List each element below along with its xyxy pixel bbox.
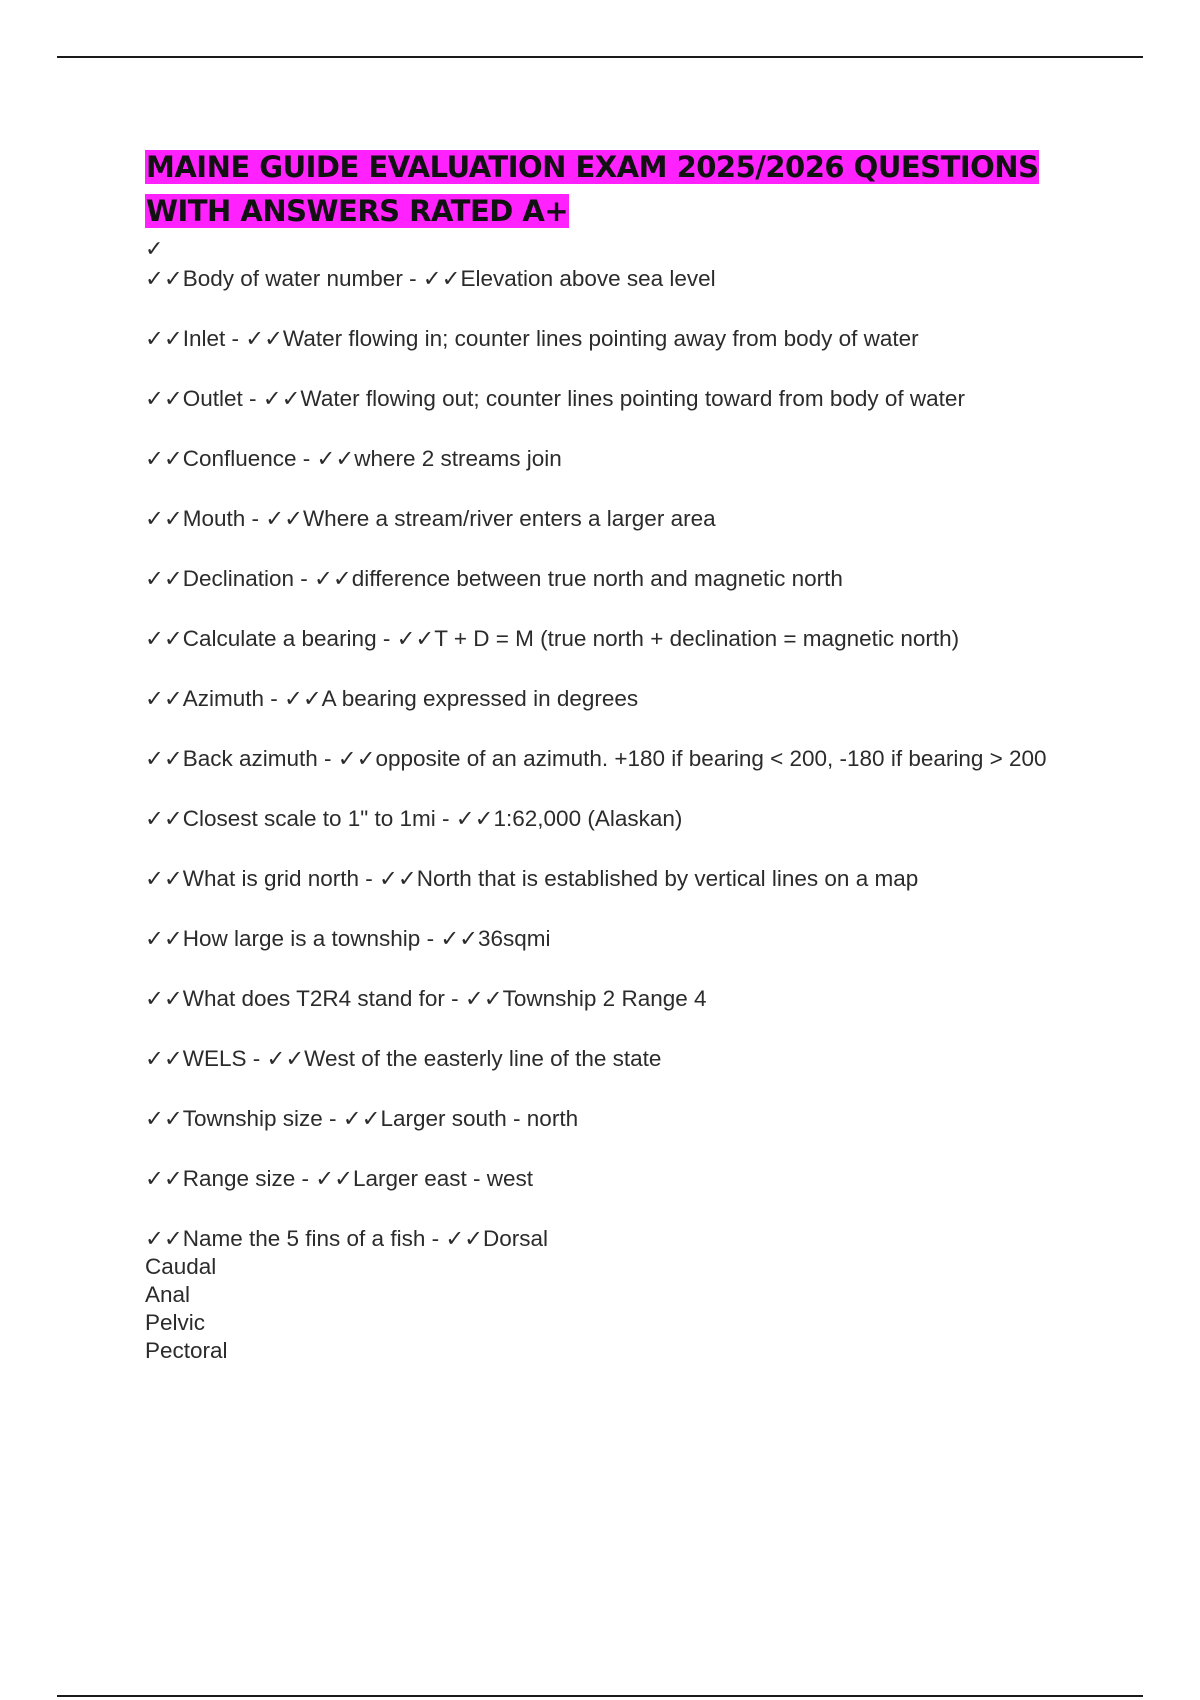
qa-item: ✓✓WELS - ✓✓West of the easterly line of the state xyxy=(145,1046,662,1071)
lead-check-mark: ✓ xyxy=(145,236,164,261)
qa-item: ✓✓Inlet - ✓✓Water flowing in; counter lines pointing away from body of water xyxy=(145,326,919,351)
bottom-divider xyxy=(57,1695,1143,1697)
qa-item: ✓✓Declination - ✓✓difference between true north and magnetic north xyxy=(145,566,843,591)
qa-line: ✓✓Name the 5 fins of a fish - ✓✓Dorsal xyxy=(145,1226,549,1251)
qa-item: ✓✓How large is a township - ✓✓36sqmi xyxy=(145,926,551,951)
qa-item: ✓✓Calculate a bearing - ✓✓T + D = M (true north + declination = magnetic north) xyxy=(145,626,960,651)
qa-item: ✓✓Township size - ✓✓Larger south - north xyxy=(145,1106,579,1131)
qa-item: ✓✓What does T2R4 stand for - ✓✓Township 2 Range 4 xyxy=(145,986,707,1011)
qa-line: Caudal xyxy=(145,1254,217,1279)
qa-item: ✓✓Azimuth - ✓✓A bearing expressed in degrees xyxy=(145,686,639,711)
document-title-text: MAINE GUIDE EVALUATION EXAM 2025/2026 QUESTIONS WITH ANSWERS RATED A+ xyxy=(146,150,1039,228)
qa-line: Pelvic xyxy=(145,1310,206,1335)
qa-line: Pectoral xyxy=(145,1338,228,1363)
qa-line: Anal xyxy=(145,1282,191,1307)
document-body xyxy=(145,145,1075,1365)
qa-item: ✓✓Range size - ✓✓Larger east - west xyxy=(145,1166,534,1191)
qa-item: ✓✓Closest scale to 1" to 1mi - ✓✓1:62,000 (Alaskan) xyxy=(145,806,683,831)
qa-item: ✓✓Outlet - ✓✓Water flowing out; counter lines pointing toward from body of water xyxy=(145,386,965,411)
top-divider xyxy=(57,56,1143,58)
qa-item: ✓✓Confluence - ✓✓where 2 streams join xyxy=(145,446,562,471)
qa-item: ✓✓Back azimuth - ✓✓opposite of an azimuth. +180 if bearing < 200, -180 if bearing > 200 xyxy=(145,746,1047,771)
qa-item: ✓✓Mouth - ✓✓Where a stream/river enters a larger area xyxy=(145,506,716,531)
document-title xyxy=(145,145,1075,233)
qa-item: ✓✓What is grid north - ✓✓North that is established by vertical lines on a map xyxy=(145,866,919,891)
qa-item: ✓✓Body of water number - ✓✓Elevation above sea level xyxy=(145,266,716,291)
qa-item-fish-fins xyxy=(145,1225,1075,1365)
